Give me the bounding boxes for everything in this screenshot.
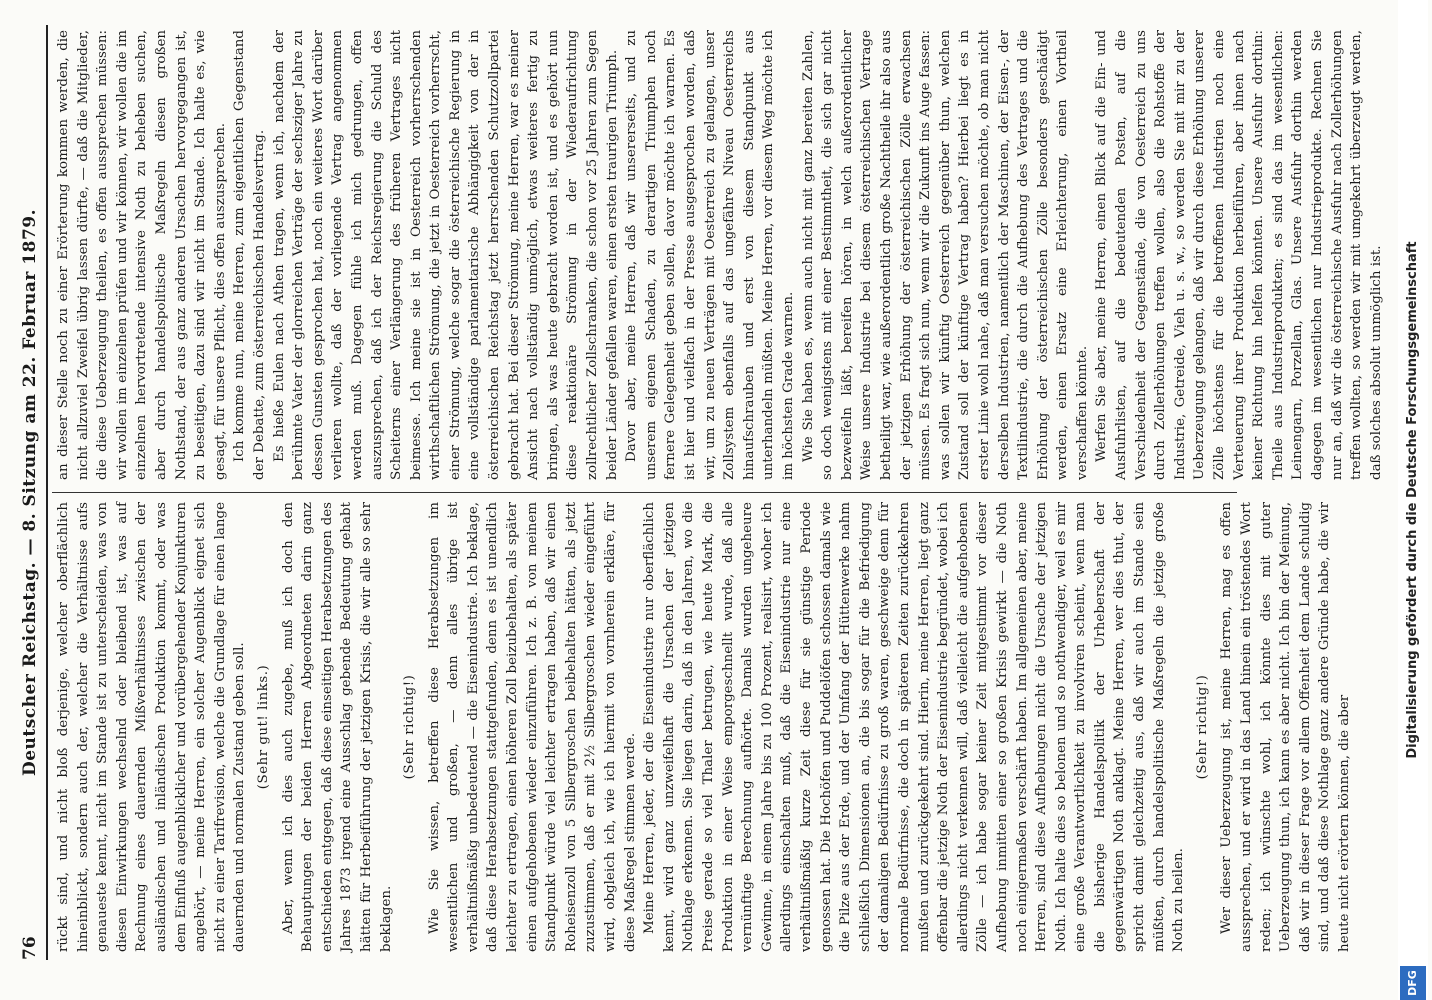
paragraph: rückt sind, und nicht bloß derjenige, welcher oberflächlich hineinblickt, sondern auch der, welcher die Verhältnisse aufs genaueste kennt, nicht im Stande ist zu unterscheiden, was von diesen Einwirkungen wechselnd oder bleibend ist, was auf Rechnung eines dauernden Mißverhältnisses zwischen der ausländischen und inländischen Produktion kommt, oder was dem Einfluß augenblicklicher und vorübergehender Konjunkturen angehört, — meine Herren, ein solcher Augenblick eignet sich nicht zu einer Tarifrevision, welche die Grundlage für einen lange dauernden und normalen Zustand geben soll. (56, 502, 248, 952)
digitization-credit: Digitalisierung gefördert durch die Deutsche Forschungsgemeinschaft (1398, 0, 1428, 1000)
paragraph: Wie Sie haben es, wenn auch nicht mit ganz bereiten Zahlen, so doch wenigstens mit einer Bestimmtheit, die sich gar nicht bezweifeln läßt, bereifen hören, in welch außerordentlicher Weise unsere Industrie bei diesem österreichischen Vertrage betheiligt war, wie außerordentlich große Nachtheile ihr also aus der jetzigen Erhöhung der österreichischen Zölle erwachsen müssen. Es fragt sich nun, wenn wir die Zukunft ins Auge fassen: was sollen wir künftig Oesterreich gegenüber thun, welchen Zustand soll der künftige Vertrag haben? Hierbei liegt es in erster Linie wohl nahe, daß man versuchen möchte, ob man nicht derselben Industrien, namentlich der Maschinen, der Eisen-, der Textilindustrie, die durch die Aufhebung des Vertrages und die Erhöhung der österreichischen Zölle besonders geschädigt werden, einen Ersatz eine Erleichterung, einen Vortheil verschaffen könnte. (800, 30, 1090, 480)
paragraph: an dieser Stelle noch zu einer Erörterung kommen werden, die nicht allzuviel Zweifel übrig lassen dürfte, — daß die Mitglieder, die diese Ueberzeugung theilen, es offen aussprechen müssen: wir wollen im einzelnen prüfen und wir können, wir wollen die im einzelnen hervortretende intensive Noth zu beheben suchen, aber durch handelspolitische Maßregeln diesen großen Nothstand, der aus ganz anderen Ursachen hervorgegangen ist, zu beseitigen, dazu sind wir nicht im Stande. Ich halte es, wie gesagt, für unsere Pflicht, dies offen auszusprechen. (56, 30, 228, 480)
header-rule (46, 25, 48, 960)
paragraph: Wer dieser Ueberzeugung ist, meine Herren, mag es offen aussprechen, und er wird in das Land hinein ein tröstendes Wort reden; ich wünschte wohl, ich könnte dies mit guter Ueberzeugung thun, ich kann es aber nicht. Ich bin der Meinung, daß wir in dieser Frage vor allem Offenheit dem Lande schuldig sind, und daß diese Nothlage ganz andere Gründe habe, die wir heute nicht erörtern können, die aber (1219, 502, 1352, 952)
paragraph: Aber, wenn ich dies auch zugebe, muß ich doch den Behauptungen der beiden Herren Abgeordneten darin ganz entschieden entgegen, daß diese einseitigen Herabsetzungen des Jahres 1873 irgend eine Ausschlag gebende Bedeutung gehabt hätten für Herbeiführung der jetzigen Krisis, die wir alle so sehr beklagen. (280, 502, 394, 952)
paragraph: Werfen Sie aber, meine Herren, einen Blick auf die Ein- und Ausfuhrlisten, auf die bedeutenden Posten, auf die Verschiedenheit der Gegenstände, die von Oesterreich zu uns durch Zollerhöhungen treffen wollen, also die Rohstoffe der Industrie, Getreide, Vieh u. s. w., so werden Sie mit mir zu der Ueberzeugung gelangen, daß wir durch diese Erhöhung unserer Zölle höchstens für die betroffenen Industrien noch eine Verteuerung ihrer Produktion herbeiführen, aber ihnen nach keiner Richtung hin helfen könnten. Unsere Ausfuhr dorthin: Theile aus Industrieprodukten; es sind das im wesentlichen: Leinengarn, Porzellan, Glas. Unsere Ausfuhr dorthin werden dagegen im wesentlichen nur Industrieprodukte. Rechnen Sie nur an, daß wir die österreichische Ausfuhr nach Zollerhöhungen treffen wollten, so werden wir mit umgekehrt überzeugt werden, daß solches absolut unmöglich ist. (1094, 30, 1384, 480)
paragraph: Ich komme nun, meine Herren, zum eigentlichen Gegenstand der Debatte, zum österreichischen Handelsvertrag. (232, 30, 267, 480)
left-column (54, 502, 1352, 952)
running-title: Deutscher Reichstag. — 8. Sitzung am 22. Februar 1879. (20, 208, 40, 777)
paragraph: Wie Sie wissen, betreffen diese Herabsetzungen im wesentlichen und großen, — denn alles übrige ist verhältnißmäßig unbedeutend — die Eisenindustrie. Ich beklage, daß diese Herabsetzungen stattgefunden, denn es ist unendlich leichter zu ertragen, einen höheren Zoll beizubehalten, als später einen aufgehobenen wieder einzuführen. Ich z. B. von meinem Standpunkt würde viel leichter ertragen haben, daß wir einen Roheisenzoll von 5 Silbergroschen beibehalten hätten, als jetzt zuzustimmen, daß er mit 2½ Silbergroschen wieder eingeführt wird, obgleich ich, wie ich hiermit von vornherein erkläre, für diese Maßregel stimmen werde. (426, 502, 638, 952)
interjection: (Sehr richtig!) (402, 674, 418, 780)
column-separator (52, 492, 1237, 493)
paragraph: Es hieße Eulen nach Athen tragen, wenn ich, nachdem der berühmte Vater der glorreichen Verträge der sechsziger Jahre zu dessen Gunsten gesprochen hat, noch ein weiteres Wort darüber verlieren wollte, daß der vorliegende Vertrag angenommen werden muß. Dagegen fühle ich mich gedrungen, offen auszusprechen, daß ich der Reichsregierung die Schuld des Scheiterns einer Verlängerung des früheren Vertrages nicht beimesse. Ich meine sie ist in Oesterreich vorherrschenden wirthschaftlichen Strömung, die jetzt in Oesterreich vorherrscht, einer Strömung, welche sogar die österreichische Regierung in eine vollständige parlamentarische Abhängigkeit von der in österreichischen Reichstag jetzt herrschenden Schutzzollpartei gebracht hat. Bei dieser Strömung, meine Herren, war es meiner Ansicht nach vollständig unmöglich, etwas weiteres fertig zu bringen, als was heute gebracht worden ist, und es gehört nun diese reaktionäre Strömung in der Wiederaufrichtung zollrechtlicher Zollschranken, die schon vor 25 Jahren zum Segen beider Länder gefallen waren, einen ersten traurigen Triumph. (271, 30, 620, 480)
paragraph: Meine Herren, jeder, der die Eisenindustrie nur oberflächlich kennt, wird ganz unzweifelhaft die Ursachen der jetzigen Nothlage erkennen. Sie liegen darin, daß in den Jahren, wo die Preise gerade so viel Thaler betrugen, wie heute Mark, die Produktion in einer Weise emporgeschnellt wurde, daß alle vernünftige Berechnung aufhörte. Damals wurden ungeheure Gewinne, in einem Jahre bis zu 100 Prozent, realisirt, woher ich allerdings einschalten muß, daß die Eisenindustrie nur eine verhältnißmäßig kurze Zeit diese für sie günstige Periode genossen hat. Die Hochöfen und Puddelöfen schossen damals wie die Pilze aus der Erde, und der Umfang der Hüttenwerke nahm schließlich Dimensionen an, die bis sogar für die Befriedigung der damaligen Bedürfnisse zu groß waren, geschweige denn für normale Bedürfnisse, die doch in späteren Zeiten zurückkehren mußten und zurückgekehrt sind. Hierin, meine Herren, liegt ganz offenbar die jetzige Noth der Eisenindustrie begründet, wobei ich allerdings nicht verkennen will, daß vielleicht die aufgehobenen Zölle — ich habe sogar keiner Zeit mitgestimmt vor dieser Aufhebung inmitten einer so großen Krisis gewirkt — die Noth noch einigermaßen verschärft haben. Im allgemeinen aber, meine Herren, sind diese Aufhebungen nicht die Ursache der jetzigen Noth. Ich halte dies so belonen und so nothwendiger, weil es mir eine große Verantwortlichkeit zu involviren scheint, wenn man die bisherige Handelspolitik der Urheberschaft der gegenwärtigen Noth anklagt. Meine Herren, wer dies thut, der spricht damit gleichzeitig aus, daß wir auch im Stande sein müßten, durch handelspolitische Maßregeln die jetzige große Noth zu heilen. (642, 502, 1187, 952)
paragraph: Davor aber, meine Herren, daß wir unsererseits, und zu unserem eigenen Schaden, zu derartigen Triumphen noch fernere Gelegenheit geben sollen, davor möchte ich warnen. Es ist hier und vielfach in der Presse ausgesprochen worden, daß wir, um zu neuen Verträgen mit Oesterreich zu gelangen, unser Zollsystem ebenfalls auf das ungefähre Niveau Oesterreichs hinaufschrauben und erst von diesem Standpunkt aus unterhandeln müßten. Meine Herren, vor diesem Weg möchte ich im höchsten Grade warnen. (624, 30, 796, 480)
page-header (18, 25, 44, 960)
interjection: (Sehr gut! links.) (255, 664, 271, 790)
page-number: 76 (20, 936, 40, 960)
dfg-logo: DFG (1400, 966, 1426, 1000)
interjection: (Sehr richtig!) (1194, 674, 1210, 780)
right-column (54, 30, 1384, 480)
